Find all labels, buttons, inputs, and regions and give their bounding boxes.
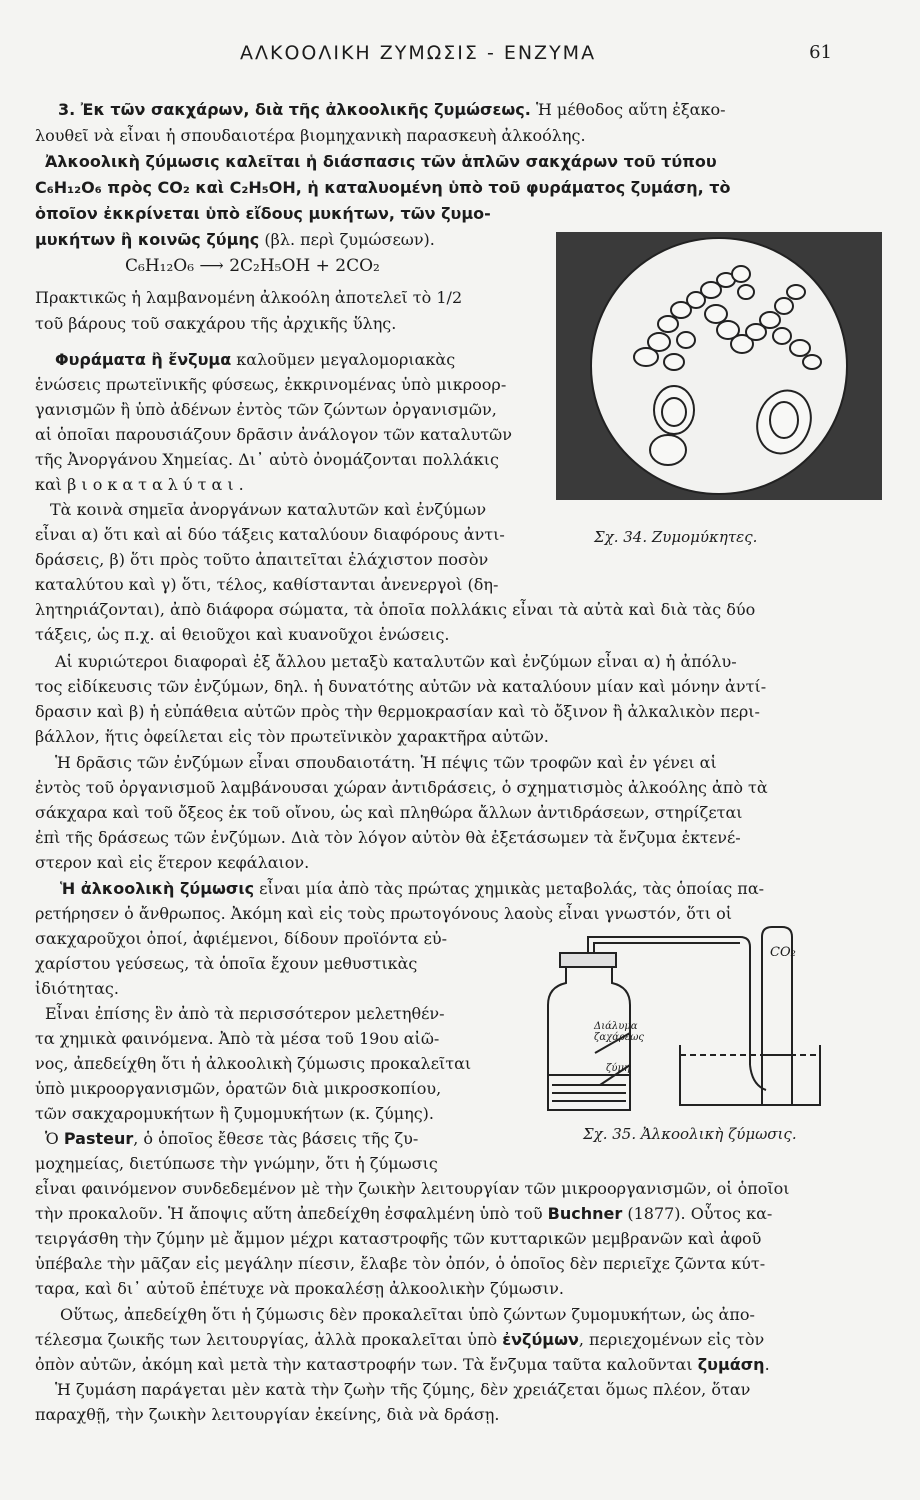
paragraph-line: εἶναι α) ὅτι καὶ αἱ δύο τάξεις καταλύουν διαφόρους ἀντι- [35, 525, 505, 544]
paragraph-line: Τὰ κοινὰ σημεῖα ἀνοργάνων καταλυτῶν καὶ ἐνζύμων [50, 500, 487, 519]
paragraph-line: Ὁ Pasteur, ὁ ὁποῖος ἔθεσε τὰς βάσεις τῆς ζυ- [45, 1129, 419, 1148]
paragraph-line: ἑνώσεις πρωτεϊνικῆς φύσεως, ἐκκρινομένας ὑπὸ μικροορ- [35, 375, 507, 394]
paragraph-line: ὀπὸν αὐτῶν, ἀκόμη καὶ μετὰ τὴν καταστροφήν των. Τὰ ἔνζυμα ταῦτα καλοῦνται ζυμάση. [35, 1355, 770, 1374]
paragraph-line: μοχημείας, διετύπωσε τὴν γνώμην, ὅτι ἡ ζύμωσις [35, 1154, 438, 1173]
paragraph-line: ρετήρησεν ὁ ἄνθρωπος. Ἀκόμη καὶ εἰς τοὺς πρωτογόνους λαοὺς εἶναι γνωστόν, ὅτι οἱ [35, 904, 733, 923]
paragraph-line: 3. Ἐκ τῶν σακχάρων, διὰ τῆς ἀλκοολικῆς ζυμώσεως. Ἡ μέθοδος αὕτη ἐξακο- [58, 100, 726, 119]
paragraph-line: ὑπὸ μικροοργανισμῶν, ὁρατῶν διὰ μικροσκοπίου, [35, 1079, 442, 1098]
paragraph-line: τος εἰδίκευσις τῶν ἐνζύμων, δηλ. ἡ δυνατότης αὐτῶν νὰ καταλύουν μίαν καὶ μόνην ἀντί- [35, 677, 767, 696]
yeast-cells-image [556, 232, 882, 500]
figure-fermentation-apparatus [530, 925, 830, 1120]
paragraph-line: λουθεῖ νὰ εἶναι ἡ σπουδαιοτέρα βιομηχανικὴ παρασκευὴ ἀλκοόλης. [35, 126, 586, 145]
paragraph-line: Οὕτως, ἀπεδείχθη ὅτι ἡ ζύμωσις δὲν προκαλεῖται ὑπὸ ζώντων ζυμομυκήτων, ὡς ἀπο- [60, 1305, 755, 1324]
paragraph-line: Φυράματα ἢ ἔνζυμα καλοῦμεν μεγαλομοριακὰς [55, 350, 456, 369]
co2-label: CO₂ [770, 945, 796, 960]
paragraph-line: αἱ ὁποῖαι παρουσιάζουν δρᾶσιν ἀνάλογον τῶν καταλυτῶν [35, 425, 512, 444]
running-header [0, 40, 920, 74]
yeast-label: ζύμη [606, 1063, 630, 1074]
paragraph-line: καταλύτου καὶ γ) ὅτι, τέλος, καθίστανται ἀνενεργοὶ (δη- [35, 575, 499, 594]
section-heading: 3. Ἐκ τῶν σακχάρων, διὰ τῆς ἀλκοολικῆς ζυμώσεως. [58, 100, 531, 119]
paragraph-line: καὶ βιοκαταλύται. [35, 475, 249, 494]
page-number: 61 [809, 42, 832, 63]
paragraph-line: γανισμῶν ἢ ὑπὸ ἀδένων ἐντὸς τῶν ζώντων ὀργανισμῶν, [35, 400, 497, 419]
paragraph-line: παραχθῇ, τὴν ζωικὴν λειτουργίαν ἐκείνης, διὰ νὰ δράσῃ. [35, 1405, 500, 1424]
paragraph-line: Ἡ δρᾶσις τῶν ἐνζύμων εἶναι σπουδαιοτάτη. Ἡ πέψις τῶν τροφῶν καὶ ἐν γένει αἱ [55, 753, 717, 772]
paragraph-line: ὁποῖον ἐκκρίνεται ὑπὸ εἴδους μυκήτων, τῶν ζυμο- [35, 204, 491, 223]
paragraph-line: Αἱ κυριώτεροι διαφοραὶ ἐξ ἄλλου μεταξὺ καταλυτῶν καὶ ἐνζύμων εἶναι α) ἡ ἀπόλυ- [55, 652, 737, 671]
paragraph-line: Εἶναι ἐπίσης ἓν ἀπὸ τὰ περισσότερον μελετηθέν- [45, 1004, 445, 1023]
paragraph-line: τα χημικὰ φαινόμενα. Ἀπὸ τὰ μέσα τοῦ 19ου αἰῶ- [35, 1029, 440, 1048]
paragraph-line: Ἡ ζυμάση παράγεται μὲν κατὰ τὴν ζωὴν τῆς ζύμης, δὲν χρειάζεται ὅμως πλέον, ὅταν [55, 1380, 751, 1399]
paragraph-line: C₆H₁₂O₆ πρὸς CO₂ καὶ C₂H₅OH, ἡ καταλυομένη ὑπὸ τοῦ φυράματος ζυμάση, τὸ [35, 178, 731, 197]
paragraph-line: Πρακτικῶς ἡ λαμβανομένη ἀλκοόλη ἀποτελεῖ τὸ 1/2 [35, 288, 463, 307]
paragraph-line: τέλεσμα ζωικῆς των λειτουργίας, ἀλλὰ προκαλεῖται ὑπὸ ἐνζύμων, περιεχομένων εἰς τὸν [35, 1330, 765, 1349]
paragraph-line: δρασιν καὶ β) ἡ εὐπάθεια αὐτῶν πρὸς τὴν θερμοκρασίαν καὶ τὸ ὄξινον ἢ ἀλκαλικὸν περι- [35, 702, 760, 721]
figure-35-caption: Σχ. 35. Ἀλκοολικὴ ζύμωσις. [583, 1125, 797, 1143]
paragraph-line: τάξεις, ὡς π.χ. αἱ θειοῦχοι καὶ κυανοῦχοι ἑνώσεις. [35, 625, 450, 644]
paragraph-line: ἐντὸς τοῦ ὀργανισμοῦ λαμβάνουσαι χώραν ἀντιδράσεις, ὁ σχηματισμὸς ἀλκοόλης ἀπὸ τὰ [35, 778, 768, 797]
figure-34-caption: Σχ. 34. Ζυμομύκητες. [594, 528, 758, 546]
paragraph-line: ὑπέβαλε τὴν μᾶζαν εἰς μεγάλην πίεσιν, ἔλαβε τὸν ὀπόν, ὁ ὁποῖος δὲν περιεῖχε ζῶντα κύτ- [35, 1254, 766, 1273]
paragraph-line: τοῦ βάρους τοῦ σακχάρου τῆς ἀρχικῆς ὕλης. [35, 314, 397, 333]
paragraph-line: σακχαροῦχοι ὀποί, ἀφιέμενοι, δίδουν προϊόντα εὐ- [35, 929, 448, 948]
paragraph-line: Ἡ ἀλκοολικὴ ζύμωσις εἶναι μία ἀπὸ τὰς πρώτας χημικὰς μεταβολάς, τὰς ὁποίας πα- [60, 879, 765, 898]
header-title: ΑΛΚΟΟΛΙΚΗ ΖΥΜΩΣΙΣ - ΕΝΖΥΜΑ [240, 42, 597, 64]
paragraph-line: χαρίστου γεύσεως, τὰ ὁποῖα ἔχουν μεθυστικὰς [35, 954, 418, 973]
paragraph-line: εἶναι φαινόμενον συνδεδεμένον μὲ τὴν ζωικὴν λειτουργίαν τῶν μικροοργανισμῶν, οἱ ὁποῖοι [35, 1179, 790, 1198]
paragraph-line: σάκχαρα καὶ τοῦ ὄξεος ἐκ τοῦ οἴνου, ὡς καὶ πληθώρα ἄλλων ἀντιδράσεων, στηρίζεται [35, 803, 743, 822]
paragraph-line: τῶν σακχαρομυκήτων ἢ ζυμομυκήτων (κ. ζύμης). [35, 1104, 435, 1123]
paragraph-line: ἰδιότητας. [35, 979, 119, 998]
paragraph-line: μυκήτων ἢ κοινῶς ζύμης (βλ. περὶ ζυμώσεων). [35, 230, 435, 249]
paragraph-line: λητηριάζονται), ἀπὸ διάφορα σώματα, τὰ ὁποῖα πολλάκις εἶναι τὰ αὐτὰ καὶ διὰ τὰς δύο [35, 600, 756, 619]
paragraph-line: ταρα, καὶ δι᾽ αὐτοῦ ἐπέτυχε νὰ προκαλέσῃ ἀλκοολικὴν ζύμωσιν. [35, 1279, 564, 1298]
paragraph-line: τειργάσθη τὴν ζύμην μὲ ἄμμον μέχρι καταστροφῆς τῶν κυτταρικῶν μεμβρανῶν καὶ ἀφοῦ [35, 1229, 762, 1248]
paragraph-line: δράσεις, β) ὅτι πρὸς τοῦτο ἀπαιτεῖται ἐλάχιστον ποσὸν [35, 550, 489, 569]
paragraph-line: τῆς Ἀνοργάνου Χημείας. Δι᾽ αὐτὸ ὀνομάζονται πολλάκις [35, 450, 499, 469]
paragraph-line: Ἀλκοολικὴ ζύμωσις καλεῖται ἡ διάσπασις τῶν ἁπλῶν σακχάρων τοῦ τύπου [45, 152, 717, 171]
paragraph-line: ἐπὶ τῆς δράσεως τῶν ἐνζύμων. Διὰ τὸν λόγον αὐτὸν θὰ ἐξετάσωμεν τὰ ἔνζυμα ἐκτενέ- [35, 828, 741, 847]
chemical-equation: C₆H₁₂O₆ ⟶ 2C₂H₅OH + 2CO₂ [125, 256, 380, 276]
paragraph-line: στερον καὶ εἰς ἕτερον κεφάλαιον. [35, 853, 310, 872]
paragraph-line: βάλλον, ἥτις ὀφείλεται εἰς τὸν πρωτεϊνικὸν χαρακτῆρα αὐτῶν. [35, 727, 549, 746]
paragraph-line: νος, ἀπεδείχθη ὅτι ἡ ἀλκοολικὴ ζύμωσις προκαλεῖται [35, 1054, 472, 1073]
figure-yeast-micrograph [556, 232, 882, 500]
paragraph-line: τὴν προκαλοῦν. Ἡ ἄποψις αὕτη ἀπεδείχθη ἐσφαλμένη ὑπὸ τοῦ Buchner (1877). Οὗτος κα- [35, 1204, 773, 1223]
solution-label: Διάλυμα ζαχάρεως [594, 1021, 644, 1043]
